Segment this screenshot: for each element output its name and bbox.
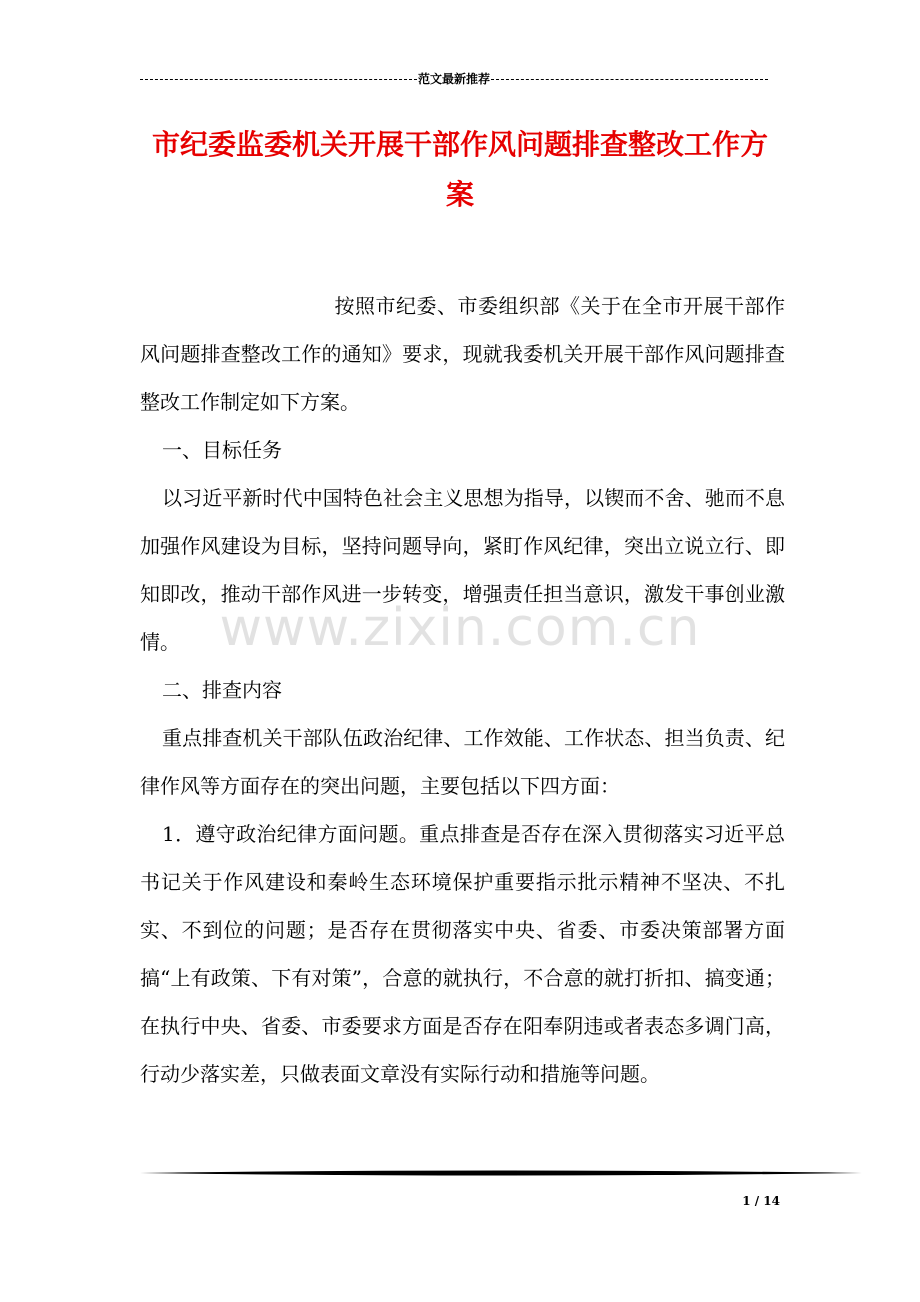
item1-paragraph: 1．遵守政治纪律方面问题。重点排查是否存在深入贯彻落实习近平总书记关于作风建设和秦岭生态环境保护重要指示批示精神不坚决、不扎实、不到位的问题；是否存在贯彻落实中央、省委、市委决策部署方面搞“上有政策、下有对策”，合意的就执行，不合意的就打折扣、搞变通；在执行中央、省委、市委要求方面是否存在阳奉阴违或者表态多调门高，行动少落实差，只做表面文章没有实际行动和措施等问题。 <box>140 822 785 1086</box>
document-title: 市纪委监委机关开展干部作风问题排查整改工作方案 <box>151 128 768 211</box>
header-dash-left <box>140 79 417 80</box>
section1-body: 以习近平新时代中国特色社会主义思想为指导，以锲而不舍、驰而不息加强作风建设为目标，坚持问题导向，紧盯作风纪律，突出立说立行、即知即改，推动干部作风进一步转变，增强责任担当意识，激发干事创业激情。 <box>140 486 785 654</box>
section1-heading: 一、目标任务 <box>162 438 282 462</box>
footer-rule <box>140 1168 862 1178</box>
section2-body: 重点排查机关干部队伍政治纪律、工作效能、工作状态、担当负责、纪律作风等方面存在的突出问题，主要包括以下四方面： <box>140 726 785 798</box>
section2-heading: 二、排查内容 <box>162 678 282 702</box>
header-label: 范文最新推荐 <box>418 72 491 86</box>
page-number: 1 / 14 <box>742 1194 780 1208</box>
document-body <box>140 426 785 1098</box>
watermark: www.zixin.com.cn <box>219 598 701 658</box>
intro-text: 按照市纪委、市委组织部《关于在全市开展干部作风问题排查整改工作的通知》要求，现就我委机关开展干部作风问题排查整改工作制定如下方案。 <box>140 294 785 414</box>
header-dash-right <box>491 79 768 80</box>
intro-paragraph <box>140 282 785 426</box>
page-header <box>140 70 768 87</box>
